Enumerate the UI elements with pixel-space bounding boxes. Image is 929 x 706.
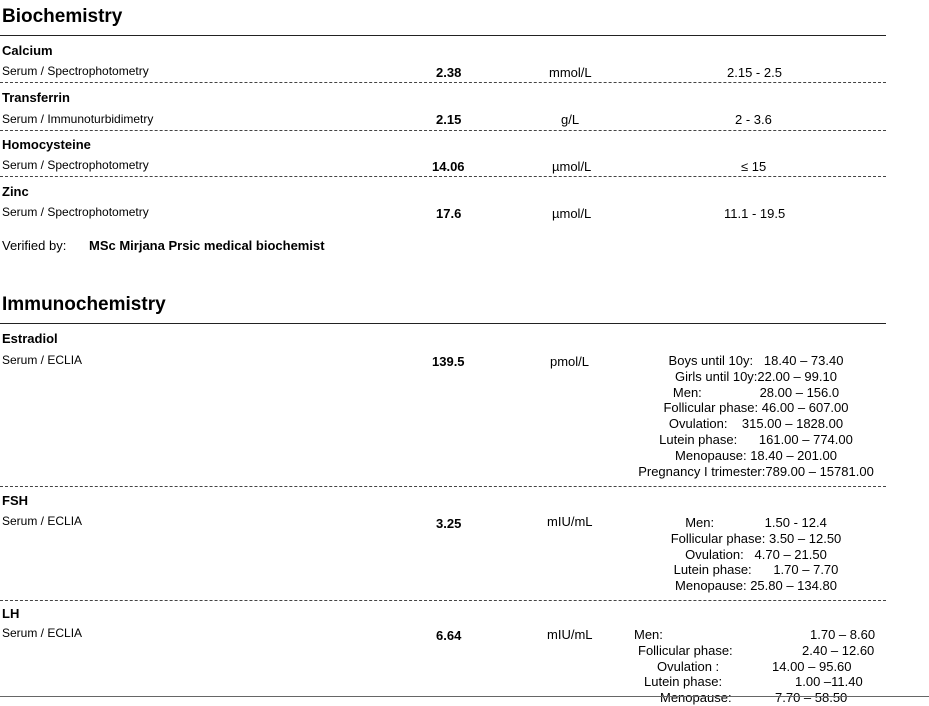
reference-row [630, 690, 885, 706]
test-unit: pmol/L [550, 354, 590, 369]
test-unit: mmol/L [549, 65, 592, 80]
fsh-reference-ranges [650, 515, 862, 594]
reference-line: Men: 28.00 – 156.0 [672, 384, 840, 400]
reference-line: Pregnancy I trimester:789.00 – 15781.00 [638, 463, 874, 479]
reference-row [630, 659, 885, 675]
reference-line: Menopause: 18.40 – 201.00 [675, 447, 837, 463]
test-name: FSH [2, 493, 28, 508]
verified-by-label: Verified by: [2, 238, 67, 253]
test-method: Serum / Spectrophotometry [2, 205, 149, 219]
test-name: Transferrin [2, 90, 70, 105]
reference-line: Follicular phase: 3.50 – 12.50 [670, 530, 842, 546]
test-result: 17.6 [436, 206, 462, 221]
reference-label: Men: [634, 627, 663, 642]
row-divider [0, 82, 886, 83]
test-method: Serum / Spectrophotometry [2, 158, 149, 172]
reference-line: Lutein phase: 1.70 – 7.70 [673, 562, 839, 578]
test-reference: 2.15 - 2.5 [727, 65, 782, 80]
test-unit: µmol/L [552, 206, 592, 221]
reference-line: Girls until 10y:22.00 – 99.10 [675, 368, 837, 384]
reference-label: Menopause: [660, 690, 732, 706]
test-result: 14.06 [432, 159, 465, 174]
test-reference: 11.1 - 19.5 [724, 206, 786, 221]
test-method: Serum / ECLIA [2, 514, 83, 528]
reference-row [630, 674, 885, 690]
reference-line: Ovulation: 4.70 – 21.50 [685, 546, 827, 562]
test-unit: mIU/mL [547, 627, 593, 642]
lh-reference-ranges [630, 627, 885, 706]
reference-label: Lutein phase: [644, 674, 723, 690]
test-reference: 2 - 3.6 [735, 112, 772, 127]
section-title-biochemistry: Biochemistry [2, 6, 123, 27]
test-result: 3.25 [436, 516, 462, 531]
reference-line: Ovulation: 315.00 – 1828.00 [668, 416, 844, 432]
reference-label: Follicular phase: [638, 642, 733, 658]
section-rule [0, 35, 886, 36]
test-result: 2.38 [436, 65, 462, 80]
reference-value: 14.00 – 95.60 [772, 658, 852, 674]
section-title-immunochemistry: Immunochemistry [2, 294, 166, 315]
verified-by-name: MSc Mirjana Prsic medical biochemist [89, 238, 325, 253]
reference-line: Boys until 10y: 18.40 – 73.40 [668, 353, 844, 368]
test-unit: g/L [561, 112, 580, 127]
reference-line: Menopause: 25.80 – 134.80 [675, 578, 837, 594]
reference-value: 2.40 – 12.60 [802, 642, 875, 658]
test-method: Serum / ECLIA [2, 626, 83, 640]
row-divider [0, 600, 886, 601]
reference-value: 1.70 – 8.60 [810, 627, 876, 642]
test-name: Calcium [2, 43, 53, 58]
section-rule [0, 323, 886, 324]
reference-line: Lutein phase: 161.00 – 774.00 [659, 431, 853, 447]
page-bottom-edge [0, 696, 929, 697]
row-divider [0, 486, 886, 487]
test-unit: µmol/L [552, 159, 592, 174]
row-divider [0, 176, 886, 177]
test-name: LH [2, 606, 20, 621]
test-method: Serum / ECLIA [2, 353, 83, 367]
test-name: Estradiol [2, 331, 58, 346]
test-unit: mIU/mL [547, 514, 593, 529]
test-result: 2.15 [436, 112, 462, 127]
reference-row [630, 643, 885, 659]
estradiol-reference-ranges [620, 353, 892, 479]
test-result: 6.64 [436, 628, 462, 643]
reference-line: Follicular phase: 46.00 – 607.00 [663, 400, 849, 416]
reference-label: Ovulation : [657, 658, 720, 674]
test-method: Serum / Immunoturbidimetry [2, 112, 154, 126]
test-name: Zinc [2, 184, 29, 199]
test-result: 139.5 [432, 354, 465, 369]
test-name: Homocysteine [2, 137, 91, 152]
reference-value: 7.70 – 58.50 [775, 690, 848, 706]
test-reference: ≤ 15 [741, 159, 767, 174]
row-divider [0, 130, 886, 131]
reference-value: 1.00 –11.40 [795, 674, 863, 690]
test-method: Serum / Spectrophotometry [2, 64, 149, 78]
reference-row [630, 627, 885, 643]
reference-line: Men: 1.50 - 12.4 [685, 515, 827, 530]
